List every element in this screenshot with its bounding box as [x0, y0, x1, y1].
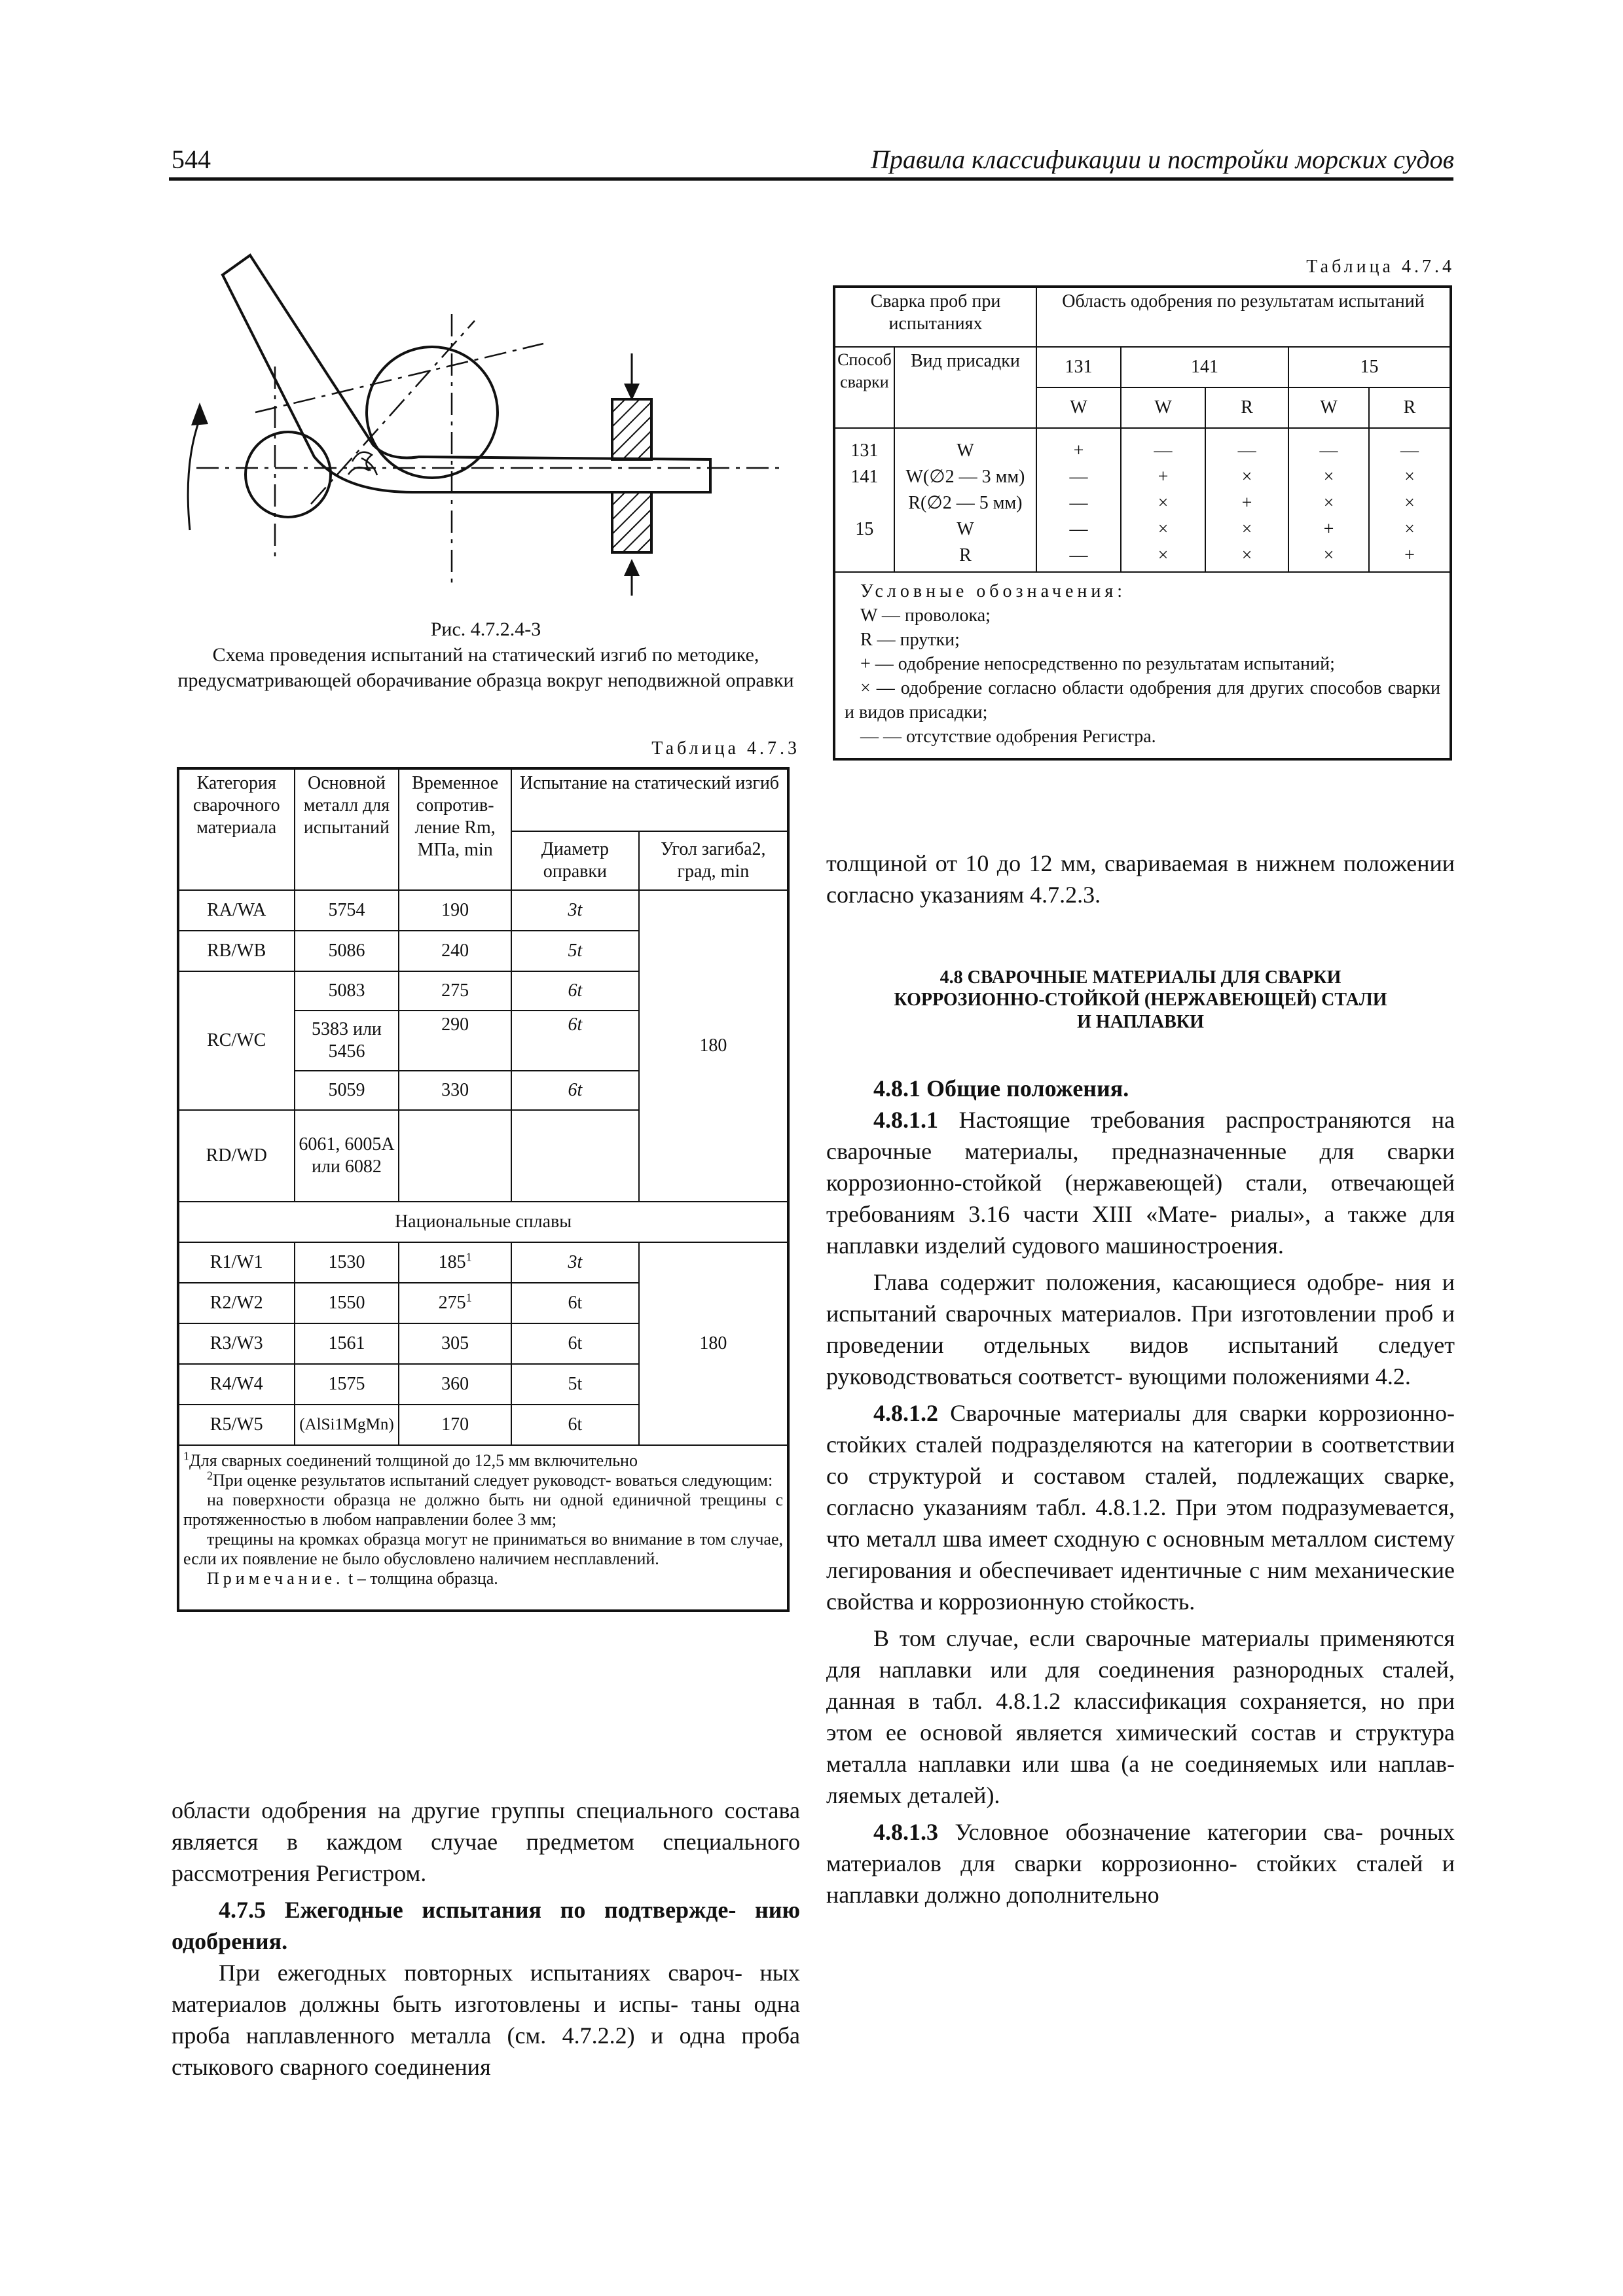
cell-base-metal: 5086: [295, 931, 399, 971]
filler-r: R: [959, 545, 972, 565]
cell-category: RD/WD: [178, 1110, 295, 1202]
approval-col-15-r: [1369, 428, 1451, 572]
paragraph: области одобрения на другие группы специального состава является в каждом случае предметом специального рассмотрения Регистром.: [172, 1797, 800, 1886]
footnote-mark: 1: [465, 1291, 472, 1304]
approval-col-15-w: [1288, 428, 1369, 572]
cell-base-metal: (AlSi1MgMn): [295, 1405, 399, 1445]
cell-base-metal: 5083: [295, 971, 399, 1011]
cell-category: R3/W3: [178, 1323, 295, 1364]
cell-rm: 240: [399, 931, 511, 971]
cell-rm: 305: [399, 1323, 511, 1364]
cell-rm-value: 275: [438, 1293, 466, 1313]
hdr-category: Категория сварочного материала: [178, 768, 295, 890]
cell-rm: [399, 1283, 511, 1323]
cell-rm: 190: [399, 890, 511, 931]
cell-diameter: 6t: [511, 1011, 639, 1071]
note-text: t – толщина образца.: [348, 1569, 498, 1588]
mark: ×: [1158, 519, 1169, 539]
bend-test-figure: [177, 249, 792, 602]
mark: ×: [1323, 493, 1334, 513]
cell-base-metal: 5754: [295, 890, 399, 931]
table-474: [833, 285, 1452, 761]
page-number: 544: [172, 145, 211, 174]
paragraph: Глава содержит положения, касающиеся одобре- ния и испытаний сварочных материалов. При изготовлении проб и проведении отдельных видов испытаний следует руководствоваться соответст- вующими положениями 4.2.: [826, 1269, 1455, 1390]
figure-caption-text: Схема проведения испытаний на статический изгиб по методике, предусматривающей оборачивание образца вокруг неподвижной оправки: [177, 644, 794, 691]
cell-diameter: 3t: [511, 890, 639, 931]
filler-w: W: [957, 519, 974, 539]
paragraph-4-8-1-2: [826, 1397, 1455, 1617]
mark: ×: [1323, 545, 1334, 565]
cell-diameter: 3t: [511, 1242, 639, 1283]
footnote-2a: на поверхности образца не должно быть ни одной единичной трещины с протяженностью в любом направлении более 3 мм;: [183, 1490, 783, 1529]
hdr-w: W: [1121, 387, 1205, 428]
hdr-r: R: [1369, 387, 1451, 428]
mark: —: [1319, 440, 1338, 461]
hdr-process-131: 131: [1036, 347, 1121, 387]
legend-r: R — прутки;: [860, 630, 960, 650]
legend-w: W — проволока;: [860, 605, 991, 626]
mark: ×: [1404, 467, 1415, 487]
mark: ×: [1404, 519, 1415, 539]
mark: +: [1323, 519, 1334, 539]
filler-w-dia: W(∅2 — 3 мм): [905, 467, 1025, 487]
table-474-label: Таблица 4.7.4: [1306, 257, 1455, 277]
mark: —: [1069, 545, 1088, 565]
cell-diameter: 6t: [511, 1405, 639, 1445]
hdr-process: Способ сварки: [834, 347, 894, 428]
header-rule: [169, 177, 1453, 181]
cell-category: R4/W4: [178, 1364, 295, 1405]
mark: —: [1400, 440, 1419, 461]
cell-category: R2/W2: [178, 1283, 295, 1323]
national-alloys-row: Национальные сплавы: [178, 1202, 788, 1242]
footnote-2b: трещины на кромках образца могут не приниматься во внимание в том случае, если их появление не было обусловлено наличием несплавлений.: [183, 1530, 783, 1568]
cell-rm-value: 185: [438, 1252, 466, 1272]
mark: +: [1404, 545, 1415, 565]
cell-category: RB/WB: [178, 931, 295, 971]
approval-col-141-r: [1205, 428, 1288, 572]
cell-rm: 330: [399, 1071, 511, 1110]
note-label: Примечание.: [207, 1569, 344, 1588]
cell-category: R1/W1: [178, 1242, 295, 1283]
mark: +: [1158, 467, 1169, 487]
cell-diameter: 5t: [511, 1364, 639, 1405]
cell-diameter: 6t: [511, 1323, 639, 1364]
cell-rm: 170: [399, 1405, 511, 1445]
section-heading-4-7-5: 4.7.5 Ежегодные испытания по подтвержде- нию одобрения.: [172, 1897, 800, 1954]
cell-base-metal: 1575: [295, 1364, 399, 1405]
hdr-angle: Угол загиба2, град, min: [639, 831, 788, 890]
cell-base-metal: 6061, 6005A или 6082: [295, 1110, 399, 1202]
cell-base-metal: 5059: [295, 1071, 399, 1110]
mark: —: [1069, 493, 1088, 513]
table-473-label: Таблица 4.7.3: [651, 738, 800, 759]
table-473: [177, 767, 790, 1612]
cell-diameter: [511, 1110, 639, 1202]
table-473-footnotes: $^1$Для сварных соединений толщиной до 12,5 мм включительно $^2$При оценке результатов испытаний следует руководст- воваться следующим: на поверхности образца не должно быть ни одной единичной трещины с протяженностью в любом направлении более 3 мм; трещины на кромках образца могут не приниматься во внимание в том случае, если их появление не было обусловлено наличием несплавлений. Примечание. t – толщина образца.: [178, 1445, 788, 1611]
filler-w: W: [957, 440, 974, 461]
filler-column: [894, 428, 1036, 572]
cell-rm: [399, 1242, 511, 1283]
process-column: [834, 428, 894, 572]
cell-diameter: 6t: [511, 1283, 639, 1323]
mark: —: [1154, 440, 1173, 461]
clause-number: 4.8.1.1: [873, 1107, 938, 1133]
cell-base-metal: 1561: [295, 1323, 399, 1364]
left-column-text: [172, 1795, 800, 2083]
right-column-text: [826, 848, 1455, 1910]
legend-dash: — — отсутствие одобрения Регистра.: [860, 726, 1156, 747]
specimen: [223, 255, 710, 492]
table-474-legend: [834, 572, 1451, 759]
footnote-mark: 1: [465, 1250, 472, 1264]
hdr-approval-area: Область одобрения по результатам испытаний: [1036, 287, 1451, 347]
hdr-filler: Вид присадки: [894, 347, 1036, 428]
process-141: 141: [850, 467, 879, 487]
mark: —: [1237, 440, 1256, 461]
footnote-2: При оценке результатов испытаний следует руководст- воваться следующим:: [213, 1471, 773, 1490]
hdr-process-15: 15: [1288, 347, 1451, 387]
bend-test-diagram: [177, 249, 792, 602]
mark: ×: [1241, 467, 1252, 487]
mark: —: [1069, 519, 1088, 539]
hdr-r: R: [1205, 387, 1288, 428]
cell-base-metal: 5383 или 5456: [295, 1011, 399, 1071]
paragraph: толщиной от 10 до 12 мм, свариваемая в нижнем положении согласно указаниям 4.7.2.3.: [826, 850, 1455, 908]
hdr-w: W: [1288, 387, 1369, 428]
process-131: 131: [850, 440, 879, 461]
filler-r-dia: R(∅2 — 5 мм): [908, 493, 1023, 513]
mark: +: [1073, 440, 1084, 461]
hdr-process-141: 141: [1121, 347, 1288, 387]
approval-col-141-w: [1121, 428, 1205, 572]
process-15: 15: [855, 519, 874, 539]
cell-rm: 360: [399, 1364, 511, 1405]
cell-category: RC/WC: [178, 971, 295, 1110]
cell-rm: 275: [399, 971, 511, 1011]
mark: +: [1241, 493, 1252, 513]
center-line: [255, 344, 543, 412]
hdr-weld-tests: Сварка проб при испытаниях: [834, 287, 1036, 347]
hdr-base-metal: Основной металл для испытаний: [295, 768, 399, 890]
mark: ×: [1158, 493, 1169, 513]
mark: ×: [1241, 545, 1252, 565]
mark: ×: [1241, 519, 1252, 539]
figure-label: Рис. 4.7.2.4-3: [430, 619, 541, 640]
legend-plus: + — одобрение непосредственно по результатам испытаний;: [860, 654, 1335, 674]
mark: —: [1069, 467, 1088, 487]
process-spacer: [838, 490, 891, 516]
cell-diameter: 5t: [511, 931, 639, 971]
hdr-w: W: [1036, 387, 1121, 428]
cell-category: RA/WA: [178, 890, 295, 931]
clause-text: Условное обозначение категории сва- рочных материалов для сварки коррозионно- стойких сталей и наплавки должно дополнительно: [826, 1819, 1455, 1908]
roller-circle: [246, 432, 331, 517]
mark: ×: [1323, 467, 1334, 487]
cell-rm: 290: [399, 1011, 511, 1071]
cell-diameter: 6t: [511, 1071, 639, 1110]
paragraph: В том случае, если сварочные материалы применяются для наплавки или для соединения разнородных сталей, данная в табл. 4.8.1.2 классификация сохраняется, но при этом ее основой является химический состав и структура металла наплавки или шва (а не соединяемых или наплав- ляемых деталей).: [826, 1625, 1455, 1808]
hdr-diameter: Диаметр оправки: [511, 831, 639, 890]
paragraph-4-8-1-3: [826, 1816, 1455, 1910]
section-heading-4-8: [826, 967, 1455, 1033]
mark: ×: [1404, 493, 1415, 513]
figure-caption: [172, 617, 800, 693]
section-heading-4-8-1: 4.8.1 Общие положения.: [873, 1075, 1129, 1102]
footnote-1: Для сварных соединений толщиной до 12,5 мм включительно: [189, 1451, 638, 1470]
approval-col-131-w: [1036, 428, 1121, 572]
cell-angle-180: 180: [639, 1242, 788, 1445]
hdr-bend-test: Испытание на статический изгиб: [511, 768, 788, 831]
heading-line: 4.8 СВАРОЧНЫЕ МАТЕРИАЛЫ ДЛЯ СВАРКИ: [939, 967, 1341, 988]
cell-rm: [399, 1110, 511, 1202]
legend-title: Условные обозначения:: [860, 581, 1127, 601]
clause-number: 4.8.1.3: [873, 1819, 938, 1845]
cell-base-metal: 1550: [295, 1283, 399, 1323]
legend-cross: × — одобрение согласно области одобрения для других способов сварки и видов присадки;: [845, 678, 1440, 723]
hdr-tensile: Временное сопротив- ление Rm, МПа, min: [399, 768, 511, 890]
clause-text: Настоящие требования распространяются на сварочные материалы, предназначенные для сварки коррозионно-стойкой (нержавеющей) стали, отвечающей требованиям 3.16 части XIII «Мате- риалы», а также для наплавки изделий судового машиностроения.: [826, 1107, 1455, 1259]
cell-diameter: 6t: [511, 971, 639, 1011]
heading-line: КОРРОЗИОННО-СТОЙКОЙ (НЕРЖАВЕЮЩЕЙ) СТАЛИ: [894, 990, 1387, 1010]
clause-text: Сварочные материалы для сварки коррозионно-стойких сталей подразделяются на категории в соответствии со структурой и составом сталей, подлежащих сварке, согласно указаниям табл. 4.8.1.2. При этом подразумевается, что металл шва имеет сходную с основным металлом систему легирования и обеспечивает идентичные с ним механические свойства и коррозионную стойкость.: [826, 1400, 1455, 1615]
mark: ×: [1158, 545, 1169, 565]
cell-angle-180: 180: [639, 890, 788, 1202]
heading-line: И НАПЛАВКИ: [1077, 1012, 1204, 1032]
paragraph: При ежегодных повторных испытаниях свароч- ных материалов должны быть изготовлены и испы- таны одна проба наплавленного металла (см. 4.7.2.2) и одна проба стыкового сварного соединения: [172, 1960, 800, 2080]
clause-number: 4.8.1.2: [873, 1400, 938, 1426]
cell-base-metal: 1530: [295, 1242, 399, 1283]
running-title: Правила классификации и постройки морских судов: [870, 145, 1454, 174]
cell-category: R5/W5: [178, 1405, 295, 1445]
paragraph-4-8-1-1: [826, 1104, 1455, 1261]
